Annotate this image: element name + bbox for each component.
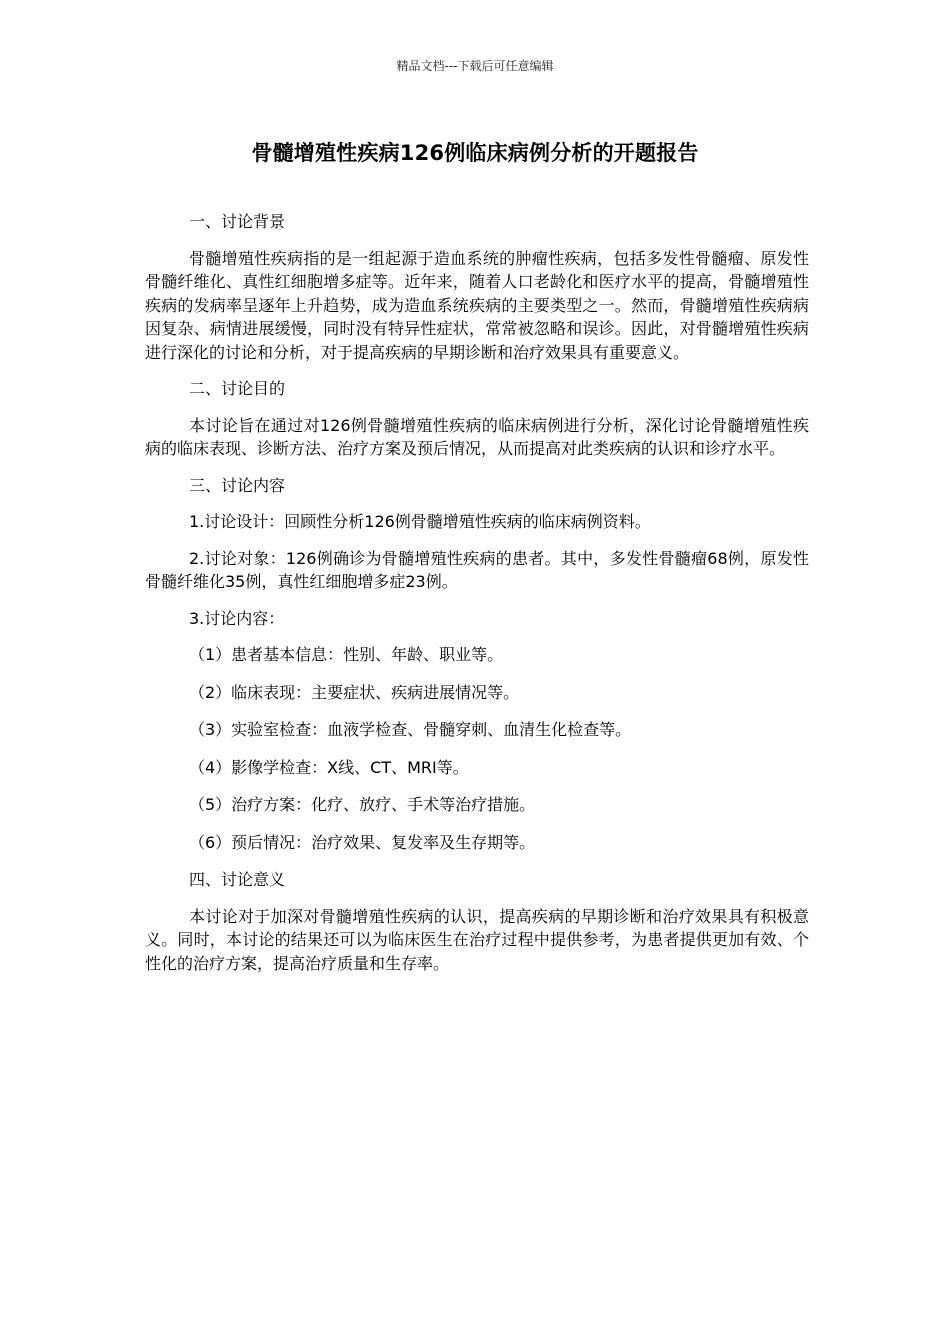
document-title: 骨髓增殖性疾病126例临床病例分析的开题报告 <box>251 141 699 165</box>
section-text-background: 骨髓增殖性疾病指的是一组起源于造血系统的肿瘤性疾病，包括多发性骨髓瘤、原发性骨髓纤维化、真性红细胞增多症等。近年来，随着人口老龄化和医疗水平的提高，骨髓增殖性疾病的发病率呈逐年上升趋势，成为造血系统疾病的主要类型之一。然而，骨髓增殖性疾病病因复杂、病情进展缓慢，同时没有特异性症状，常常被忽略和误诊。因此，对骨髓增殖性疾病进行深化的讨论和分析，对于提高疾病的早期诊断和治疗效果具有重要意义。 <box>145 248 809 362</box>
content-item-design: 1.讨论设计：回顾性分析126例骨髓增殖性疾病的临床病例资料。 <box>189 512 651 531</box>
content-item-contents: 3.讨论内容： <box>189 608 285 628</box>
document-body <box>145 210 809 988</box>
section-heading-background: 一、讨论背景 <box>189 212 286 231</box>
content-subitem: （6）预后情况：治疗效果、复发率及生存期等。 <box>189 832 536 852</box>
section-heading-purpose: 二、讨论目的 <box>189 379 286 398</box>
section-heading-content: 三、讨论内容 <box>189 475 286 495</box>
section-text-significance: 本讨论对于加深对骨髓增殖性疾病的认识，提高疾病的早期诊断和治疗效果具有积极意义。同时，本讨论的结果还可以为临床医生在治疗过程中提供参考，为患者提供更加有效、个性化的治疗方案，提高治疗质量和生存率。 <box>145 906 809 973</box>
content-subitem: （3）实验室检查：血液学检查、骨髓穿刺、血清生化检查等。 <box>189 720 632 739</box>
section-heading-significance: 四、讨论意义 <box>189 870 286 889</box>
page-header: 精品文档---下载后可任意编辑 <box>396 59 554 73</box>
content-item-subjects: 2.讨论对象：126例确诊为骨髓增殖性疾病的患者。其中，多发性骨髓瘤68例，原发性骨髓纤维化35例，真性红细胞增多症23例。 <box>145 548 809 591</box>
content-subitem: （4）影像学检查：X线、CT、MRI等。 <box>189 757 469 777</box>
content-subitem: （1）患者基本信息：性别、年龄、职业等。 <box>189 645 504 664</box>
content-subitem: （2）临床表现：主要症状、疾病进展情况等。 <box>189 682 520 702</box>
section-text-purpose: 本讨论旨在通过对126例骨髓增殖性疾病的临床病例进行分析，深化讨论骨髓增殖性疾病的临床表现、诊断方法、治疗方案及预后情况，从而提高对此类疾病的认识和诊疗水平。 <box>145 415 809 458</box>
content-subitem: （5）治疗方案：化疗、放疗、手术等治疗措施。 <box>189 795 536 814</box>
